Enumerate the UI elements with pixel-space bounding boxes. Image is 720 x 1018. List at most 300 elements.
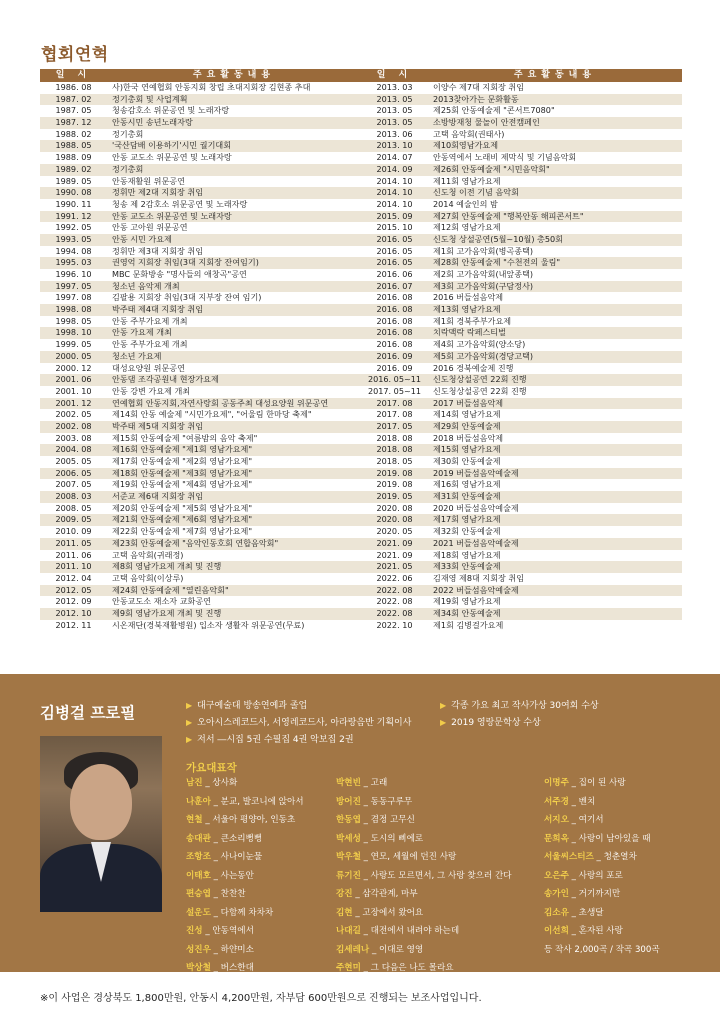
song-title: 찬찬찬 bbox=[220, 889, 246, 899]
song-item: 조항조 _ 사나이눈물 bbox=[186, 852, 263, 862]
history-event: 제19회 안동예술제 "제4회 영남가요제" bbox=[112, 479, 253, 490]
history-date: 2013. 03 bbox=[376, 82, 413, 92]
history-event: 안동시민 송년노래자랑 bbox=[112, 117, 193, 128]
history-event: 안동 강변 가요제 개최 bbox=[112, 385, 191, 396]
history-date: 2014. 09 bbox=[376, 163, 413, 174]
history-date: 2013. 05 bbox=[376, 93, 413, 104]
history-event: 정기총회 및 사업계획 bbox=[112, 93, 188, 104]
history-date: 1989. 02 bbox=[55, 163, 92, 174]
song-artist: 이태호 bbox=[186, 870, 211, 881]
history-date: 2016. 09 bbox=[376, 350, 413, 361]
history-event: 안동 시민 가요제 bbox=[112, 233, 172, 244]
song-artist: 남진 bbox=[186, 778, 203, 788]
song-title: 혼자된 사랑 bbox=[578, 926, 623, 936]
song-item: 송가인 _ 거기까지만 bbox=[544, 889, 621, 899]
history-date: 1987. 05 bbox=[55, 105, 92, 116]
history-event: 박주태 제5대 지회장 취임 bbox=[112, 420, 204, 431]
history-date: 2014. 10 bbox=[376, 175, 413, 186]
history-event: 2014 예술인의 밤 bbox=[433, 198, 498, 209]
history-date: 1987. 02 bbox=[55, 93, 92, 104]
history-row bbox=[40, 176, 682, 188]
history-event: 제34회 안동예술제 bbox=[433, 607, 501, 618]
history-date: 1998. 05 bbox=[55, 315, 92, 326]
history-date: 1999. 05 bbox=[55, 339, 92, 350]
song-artist: 오은주 bbox=[544, 870, 569, 881]
history-event: 청송감호소 위문공연 및 노래자랑 bbox=[112, 105, 230, 116]
song-item: 나훈아 _ 분교, 발코니에 앉아서 bbox=[186, 796, 304, 807]
history-row bbox=[40, 339, 682, 351]
history-date: 1998. 08 bbox=[55, 304, 92, 315]
history-event: 신도청 상설공연(5월~10월) 총50회 bbox=[433, 233, 563, 244]
song-item: 김소유 _ 초생달 bbox=[544, 907, 604, 918]
song-artist: 진성 bbox=[186, 926, 203, 936]
history-event: 신도청상설공연 22회 진행 bbox=[433, 374, 527, 385]
triangle-right-icon: ▶ bbox=[440, 718, 447, 727]
history-date: 2016. 08 bbox=[376, 339, 413, 350]
history-event: 제16회 영남가요제 bbox=[433, 479, 501, 490]
history-date: 2019. 05 bbox=[376, 491, 413, 502]
history-event: 제30회 안동예술제 bbox=[433, 456, 501, 466]
song-item: 현철 _ 서울아 평양아, 인동초 bbox=[186, 815, 296, 825]
history-row bbox=[40, 211, 682, 223]
song-title: 겸정 고무신 bbox=[370, 815, 415, 825]
history-date: 2005. 05 bbox=[55, 456, 92, 466]
profile-section bbox=[0, 674, 720, 972]
history-date: 2016. 06 bbox=[376, 269, 413, 279]
history-event: 제18회 영남가요제 bbox=[433, 549, 501, 560]
history-event: 안동 교도소 위문공연 및 노래자랑 bbox=[112, 210, 232, 221]
history-event: 제1회 경북주부가요제 bbox=[433, 315, 512, 326]
history-event: 제17회 영남가요제 bbox=[433, 514, 501, 525]
song-item: 박상철 _ 버스한대 bbox=[186, 963, 254, 973]
song-artist: 서울씨스터즈 bbox=[544, 852, 594, 862]
history-header bbox=[40, 69, 682, 82]
history-date: 2011. 05 bbox=[55, 537, 92, 548]
history-event: 정휘만 제2대 지회장 취임 bbox=[112, 187, 204, 198]
history-date: 2014. 07 bbox=[376, 152, 413, 163]
song-artist: 김소유 bbox=[544, 907, 569, 918]
history-event: 제24회 안동예술제 "열린음악회" bbox=[112, 584, 229, 595]
song-item: 박세성 _ 도시의 삐에로 bbox=[336, 833, 424, 844]
song-title: 청춘열차 bbox=[603, 852, 637, 862]
history-date: 2014. 10 bbox=[376, 198, 413, 209]
history-date: 2010. 09 bbox=[55, 526, 92, 537]
history-event: 정기총회 bbox=[112, 163, 144, 174]
song-item: 한동엽 _ 겸정 고무신 bbox=[336, 815, 415, 825]
song-item: 주현미 _ 그 다음은 나도 몰라요 bbox=[336, 963, 454, 973]
song-title: 벤치 bbox=[578, 796, 596, 807]
song-title: 사는동안 bbox=[220, 870, 254, 881]
song-item: 편승엽 _ 찬찬찬 bbox=[186, 889, 246, 899]
history-event: 안동 가요제 개최 bbox=[112, 327, 172, 338]
history-date: 2012. 11 bbox=[55, 619, 92, 630]
history-event: 정휘만 제3대 지회장 취임 bbox=[112, 245, 204, 256]
history-date: 1993. 05 bbox=[55, 233, 92, 244]
song-item: 남진 _ 상사화 bbox=[186, 778, 238, 788]
history-event: 사)한국 연예협회 안동지회 창립 초대지회장 김현종 추대 bbox=[112, 82, 311, 92]
history-date: 2016. 05 bbox=[376, 257, 413, 268]
history-event: 2021 버들섬음악예술제 bbox=[433, 537, 519, 548]
history-date: 2016. 08 bbox=[376, 327, 413, 338]
history-event: 안동 교도소 위문공연 및 노래자랑 bbox=[112, 152, 232, 163]
history-row bbox=[40, 526, 682, 538]
history-event: 2016 경북예술제 진행 bbox=[433, 362, 514, 373]
song-artist: 성진우 bbox=[186, 944, 211, 955]
history-date: 1990. 11 bbox=[55, 198, 92, 209]
history-event: 김팔용 지회장 취임(3대 지부장 잔여 임기) bbox=[112, 292, 262, 303]
songs-total: 등 작사 2,000곡 / 작곡 300곡 bbox=[544, 944, 660, 955]
history-event: 신도청상설공연 22회 진행 bbox=[433, 385, 527, 396]
history-row bbox=[40, 222, 682, 234]
history-row bbox=[40, 327, 682, 339]
history-date: 1996. 10 bbox=[55, 269, 92, 279]
history-event: 제11회 영남가요제 bbox=[433, 175, 501, 186]
song-artist: 문희옥 bbox=[544, 833, 569, 844]
song-title: 거기까지만 bbox=[578, 889, 621, 899]
history-date: 2018. 08 bbox=[376, 432, 413, 443]
song-artist: 서지오 bbox=[544, 815, 569, 825]
history-event: 제23회 안동예술제 "음악인동호회 연합음악회" bbox=[112, 537, 279, 548]
song-title: 삼각관계, 마부 bbox=[362, 889, 418, 899]
song-title: 버스한대 bbox=[220, 963, 254, 973]
history-row bbox=[40, 234, 682, 246]
header-date: 일 시 bbox=[376, 70, 413, 80]
profile-bullet: ▶ 각종 가요 최고 작사가상 30여회 수상 bbox=[440, 701, 599, 711]
song-title: 다함께 차차차 bbox=[220, 907, 274, 918]
history-event: 제17회 안동예술제 "제2회 영남가요제" bbox=[112, 456, 253, 466]
history-date: 1988. 09 bbox=[55, 152, 92, 163]
history-event: 제19회 영남가요제 bbox=[433, 596, 501, 607]
history-event: MBC 문화방송 "명사들의 애창곡"공연 bbox=[112, 269, 247, 279]
history-event: 이양수 제7대 지회장 취임 bbox=[433, 82, 525, 92]
song-title: 고래 bbox=[370, 778, 388, 788]
history-event: 2016 버들섬음악제 bbox=[433, 292, 504, 303]
history-row bbox=[40, 105, 682, 117]
song-title: 사랑의 포로 bbox=[578, 870, 623, 881]
song-artist: 서주경 bbox=[544, 796, 569, 807]
song-artist: 박상철 bbox=[186, 963, 211, 973]
profile-bullet: ▶ 2019 영랑문학상 수상 bbox=[440, 718, 541, 728]
history-event: 제8회 영남가요제 개최 및 진행 bbox=[112, 561, 222, 572]
history-date: 1992. 05 bbox=[55, 222, 92, 233]
song-artist: 나훈아 bbox=[186, 796, 211, 807]
history-date: 2022. 06 bbox=[376, 572, 413, 583]
history-event: 권영억 지회장 취임(3대 지회장 잔여임기) bbox=[112, 257, 259, 268]
history-date: 2021. 05 bbox=[376, 561, 413, 572]
history-date: 2017. 08 bbox=[376, 409, 413, 420]
song-title: 사나이눈물 bbox=[220, 852, 263, 862]
history-row bbox=[40, 620, 682, 632]
history-event: 정기총회 bbox=[112, 128, 144, 139]
history-date: 2016. 08 bbox=[376, 292, 413, 303]
history-row bbox=[40, 374, 682, 386]
history-event: 2017 버들섬음악제 bbox=[433, 397, 504, 408]
history-event: 제1회 김병걸가요제 bbox=[433, 619, 504, 630]
history-row bbox=[40, 421, 682, 433]
history-event: 제3회 고가음악회(구담정사) bbox=[433, 280, 534, 291]
page-title: 협회연혁 bbox=[41, 45, 109, 65]
history-event: 안동재활원 위문공연 bbox=[112, 175, 185, 186]
history-event: 제20회 안동예술제 "제5회 영남가요제" bbox=[112, 502, 253, 513]
history-date: 2018. 05 bbox=[376, 456, 413, 466]
history-row bbox=[40, 596, 682, 608]
song-title: 사랑이 남아있을 때 bbox=[578, 833, 651, 844]
history-event: 제9회 영남가요제 개최 및 진행 bbox=[112, 607, 222, 618]
history-row bbox=[40, 444, 682, 456]
song-artist: 강진 bbox=[336, 889, 353, 899]
history-row bbox=[40, 398, 682, 410]
history-event: 안동댐 조각공원내 현장가요제 bbox=[112, 374, 219, 385]
history-event: 제13회 영남가요제 bbox=[433, 304, 501, 315]
history-date: 2011. 06 bbox=[55, 549, 92, 560]
song-artist: 송대관 bbox=[186, 833, 211, 844]
history-row bbox=[40, 199, 682, 211]
history-event: 서준교 제6대 지회장 취임 bbox=[112, 491, 204, 502]
song-item: 이명주 _ 집이 된 사랑 bbox=[544, 778, 626, 788]
history-date: 2022. 08 bbox=[376, 607, 413, 618]
history-row bbox=[40, 304, 682, 316]
history-event: 대성요양원 위문공연 bbox=[112, 362, 185, 373]
history-event: 안동 주부가요제 개최 bbox=[112, 315, 188, 326]
song-title: 큰소리뻥뻥 bbox=[220, 833, 263, 844]
history-date: 1989. 05 bbox=[55, 175, 92, 186]
history-event: 제2회 고가음악회(내앞종택) bbox=[433, 269, 534, 279]
history-row bbox=[40, 351, 682, 363]
history-date: 2020. 08 bbox=[376, 502, 413, 513]
song-item: 서지오 _ 여기서 bbox=[544, 815, 604, 825]
song-artist: 송가인 bbox=[544, 889, 569, 899]
history-date: 2015. 10 bbox=[376, 222, 413, 233]
song-title: 초생달 bbox=[578, 907, 604, 918]
history-event: 제10회영남가요제 bbox=[433, 140, 499, 151]
history-date: 2001. 06 bbox=[55, 374, 92, 385]
history-date: 2012. 10 bbox=[55, 607, 92, 618]
song-artist: 김세레나 bbox=[336, 944, 370, 955]
history-event: 제16회 안동예술제 "제1회 영남가요제" bbox=[112, 444, 253, 455]
song-title: 상사화 bbox=[212, 778, 238, 788]
history-date: 2004. 08 bbox=[55, 444, 92, 455]
history-row bbox=[40, 468, 682, 480]
history-event: 2018 버들섬음악제 bbox=[433, 432, 504, 443]
song-artist: 박현빈 bbox=[336, 778, 361, 788]
history-date: 2020. 08 bbox=[376, 514, 413, 525]
song-title: 도시의 삐에로 bbox=[370, 833, 424, 844]
history-event: 안동교도소 재소자 교화공연 bbox=[112, 596, 211, 607]
history-date: 2016. 08 bbox=[376, 304, 413, 315]
history-date: 2001. 12 bbox=[55, 397, 92, 408]
history-date: 2016. 05 bbox=[376, 233, 413, 244]
song-item: 박우철 _ 연모, 세월에 던진 사랑 bbox=[336, 852, 457, 862]
song-artist: 한동엽 bbox=[336, 815, 361, 825]
song-artist: 설운도 bbox=[186, 907, 211, 918]
history-row bbox=[40, 538, 682, 550]
song-title: 이대로 영영 bbox=[378, 944, 424, 955]
history-date: 1997. 08 bbox=[55, 292, 92, 303]
history-date: 2022. 08 bbox=[376, 596, 413, 607]
history-date: 1986. 08 bbox=[55, 82, 92, 92]
triangle-right-icon: ▶ bbox=[186, 718, 193, 727]
history-date: 1998. 10 bbox=[55, 327, 92, 338]
history-date: 2017. 08 bbox=[376, 397, 413, 408]
song-item: 설운도 _ 다함께 차차차 bbox=[186, 907, 274, 918]
song-title: 안동역에서 bbox=[212, 926, 254, 936]
history-date: 2009. 05 bbox=[55, 514, 92, 525]
history-event: 소방방재청 물놀이 안전캠페인 bbox=[433, 117, 540, 128]
history-row bbox=[40, 164, 682, 176]
history-row bbox=[40, 585, 682, 597]
history-date: 2017. 05 bbox=[376, 420, 413, 431]
history-date: 2012. 09 bbox=[55, 596, 92, 607]
history-row bbox=[40, 316, 682, 328]
history-date: 1997. 05 bbox=[55, 280, 92, 291]
history-event: 제15회 안동예술제 "여름밤의 음악 축제" bbox=[112, 432, 258, 443]
footnote: ※이 사업은 경상북도 1,800만원, 안동시 4,200만원, 자부담 600만원으로 진행되는 보조사업입니다. bbox=[40, 993, 482, 1004]
history-date: 2014. 10 bbox=[376, 187, 413, 198]
history-row bbox=[40, 269, 682, 281]
triangle-right-icon: ▶ bbox=[186, 735, 193, 744]
triangle-right-icon: ▶ bbox=[440, 701, 447, 710]
history-date: 2000. 12 bbox=[55, 362, 92, 373]
song-item: 문희옥 _ 사랑이 남아있을 때 bbox=[544, 833, 651, 844]
history-row bbox=[40, 503, 682, 515]
history-row bbox=[40, 561, 682, 573]
history-date: 2006. 05 bbox=[55, 467, 92, 478]
history-row bbox=[40, 608, 682, 620]
history-date: 2015. 09 bbox=[376, 210, 413, 221]
song-item: 진성 _ 안동역에서 bbox=[186, 926, 254, 936]
song-item: 오은주 _ 사랑의 포로 bbox=[544, 870, 623, 881]
history-date: 2012. 05 bbox=[55, 584, 92, 595]
history-date: 1994. 08 bbox=[55, 245, 92, 256]
history-row bbox=[40, 94, 682, 106]
history-date: 2008. 03 bbox=[55, 491, 92, 502]
history-date: 2019. 08 bbox=[376, 467, 413, 478]
history-date: 1988. 02 bbox=[55, 128, 92, 139]
history-row bbox=[40, 140, 682, 152]
song-title: 분교, 발코니에 앉아서 bbox=[220, 796, 304, 807]
song-title: 연모, 세월에 던진 사랑 bbox=[370, 852, 457, 862]
history-event: 제31회 안동예술제 bbox=[433, 491, 501, 502]
history-event: 제26회 안동예술제 "시민음악회" bbox=[433, 163, 550, 174]
profile-bullet: ▶ 저서 ―시집 5권 수필집 4권 악보집 2권 bbox=[186, 735, 354, 745]
history-event: 김재영 제8대 지회장 취임 bbox=[433, 572, 525, 583]
song-artist: 이선희 bbox=[544, 926, 569, 936]
song-artist: 방어진 bbox=[336, 796, 361, 807]
history-row bbox=[40, 117, 682, 129]
song-item: 이태호 _ 사는동안 bbox=[186, 870, 254, 881]
song-item: 김세레나 _ 이대로 영영 bbox=[336, 944, 424, 955]
song-item: 성진우 _ 하얀미소 bbox=[186, 944, 254, 955]
history-date: 2016. 05 bbox=[376, 245, 413, 256]
history-row bbox=[40, 573, 682, 585]
history-event: 청송 제 2감호소 위문공연 및 노래자랑 bbox=[112, 198, 248, 209]
history-date: 2016. 08 bbox=[376, 315, 413, 326]
history-event: 2013찾아가는 문화활동 bbox=[433, 93, 519, 104]
history-date: 2013. 05 bbox=[376, 105, 413, 116]
song-artist: 나대길 bbox=[336, 926, 361, 936]
history-event: 시온재단(경북재활병원) 입소자 생활자 위문공연(무료) bbox=[112, 619, 305, 630]
history-row bbox=[40, 550, 682, 562]
history-date: 2002. 05 bbox=[55, 409, 92, 420]
song-item: 방어진 _ 동동구루무 bbox=[336, 796, 413, 807]
history-date: 2020. 05 bbox=[376, 526, 413, 537]
song-item: 류기진 _ 사랑도 모르면서, 그 사랑 찾으러 간다 bbox=[336, 870, 512, 881]
history-event: 제1회 고가음악회(병곡종택) bbox=[433, 245, 534, 256]
history-event: 안동 고아원 위문공연 bbox=[112, 222, 188, 233]
history-row bbox=[40, 514, 682, 526]
history-date: 2000. 05 bbox=[55, 350, 92, 361]
history-event: 제27회 안동예술제 "행복안동 해피콘서트" bbox=[433, 210, 584, 221]
history-date: 1991. 12 bbox=[55, 210, 92, 221]
song-item: 나대길 _ 대전에서 내려야 하는데 bbox=[336, 926, 460, 936]
history-event: 박주태 제4대 지회장 취임 bbox=[112, 304, 204, 315]
history-date: 2007. 05 bbox=[55, 479, 92, 490]
history-date: 2016. 05~11 bbox=[367, 374, 422, 385]
history-event: 치락맥락 락페스티벌 bbox=[433, 327, 506, 338]
history-event: 제25회 안동예술제 "콘서트7080" bbox=[433, 105, 555, 116]
history-row bbox=[40, 479, 682, 491]
song-title: 고장에서 왔어요 bbox=[362, 907, 424, 918]
songs-title: 가요대표작 bbox=[186, 762, 237, 774]
history-row bbox=[40, 82, 682, 94]
song-artist: 조항조 bbox=[186, 852, 211, 862]
header-date: 일 시 bbox=[55, 70, 92, 80]
song-item: 박현빈 _ 고래 bbox=[336, 778, 388, 788]
song-artist: 류기진 bbox=[336, 870, 361, 881]
history-date: 2003. 08 bbox=[55, 432, 92, 443]
history-table bbox=[40, 69, 682, 631]
profile-bullet: ▶ 오아시스레코드사, 서영레코드사, 아라랑음반 기획이사 bbox=[186, 718, 412, 728]
song-item: 서주경 _ 벤치 bbox=[544, 796, 596, 807]
history-row bbox=[40, 187, 682, 199]
history-date: 2013. 06 bbox=[376, 128, 413, 139]
history-row bbox=[40, 281, 682, 293]
history-row bbox=[40, 152, 682, 164]
history-event: 제14회 안동 예술제 "시민가요제", "어울림 한마당 축제" bbox=[112, 409, 312, 420]
history-date: 2016. 09 bbox=[376, 362, 413, 373]
history-date: 2022. 10 bbox=[376, 619, 413, 630]
history-date: 1988. 05 bbox=[55, 140, 92, 151]
history-event: 2020 버들섬음악예술제 bbox=[433, 502, 519, 513]
history-row bbox=[40, 409, 682, 421]
history-date: 2021. 09 bbox=[376, 537, 413, 548]
history-row bbox=[40, 491, 682, 503]
song-title: 대전에서 내려야 하는데 bbox=[370, 926, 460, 936]
triangle-right-icon: ▶ bbox=[186, 701, 193, 710]
header-event: 주요활동내용 bbox=[192, 70, 276, 80]
history-date: 1987. 12 bbox=[55, 117, 92, 128]
history-row bbox=[40, 246, 682, 258]
song-artist: 박우철 bbox=[336, 852, 361, 862]
song-item: 김현 _ 고장에서 왔어요 bbox=[336, 907, 424, 918]
history-event: 2019 버들섬음악예술제 bbox=[433, 467, 519, 478]
song-title: 집이 된 사랑 bbox=[578, 778, 626, 788]
history-date: 2017. 05~11 bbox=[367, 385, 422, 396]
song-title: 사랑도 모르면서, 그 사랑 찾으러 간다 bbox=[370, 870, 512, 881]
history-event: 제32회 안동예술제 bbox=[433, 526, 501, 537]
history-date: 2021. 09 bbox=[376, 549, 413, 560]
history-event: 제12회 영남가요제 bbox=[433, 222, 501, 233]
history-row bbox=[40, 386, 682, 398]
profile-bullet: ▶ 대구예술대 방송연예과 졸업 bbox=[186, 701, 308, 711]
history-event: 신도청 이전 기념 음악회 bbox=[433, 187, 519, 198]
history-event: 제29회 안동예술제 bbox=[433, 420, 501, 431]
song-item: 이선희 _ 혼자된 사랑 bbox=[544, 926, 623, 936]
history-row bbox=[40, 363, 682, 375]
history-event: 제28회 안동예술제 "수천전의 울림" bbox=[433, 257, 561, 268]
profile-name: 김병걸 프로필 bbox=[40, 704, 136, 722]
history-event: 안동역에서 노래비 제막식 및 기념음악회 bbox=[433, 152, 577, 163]
